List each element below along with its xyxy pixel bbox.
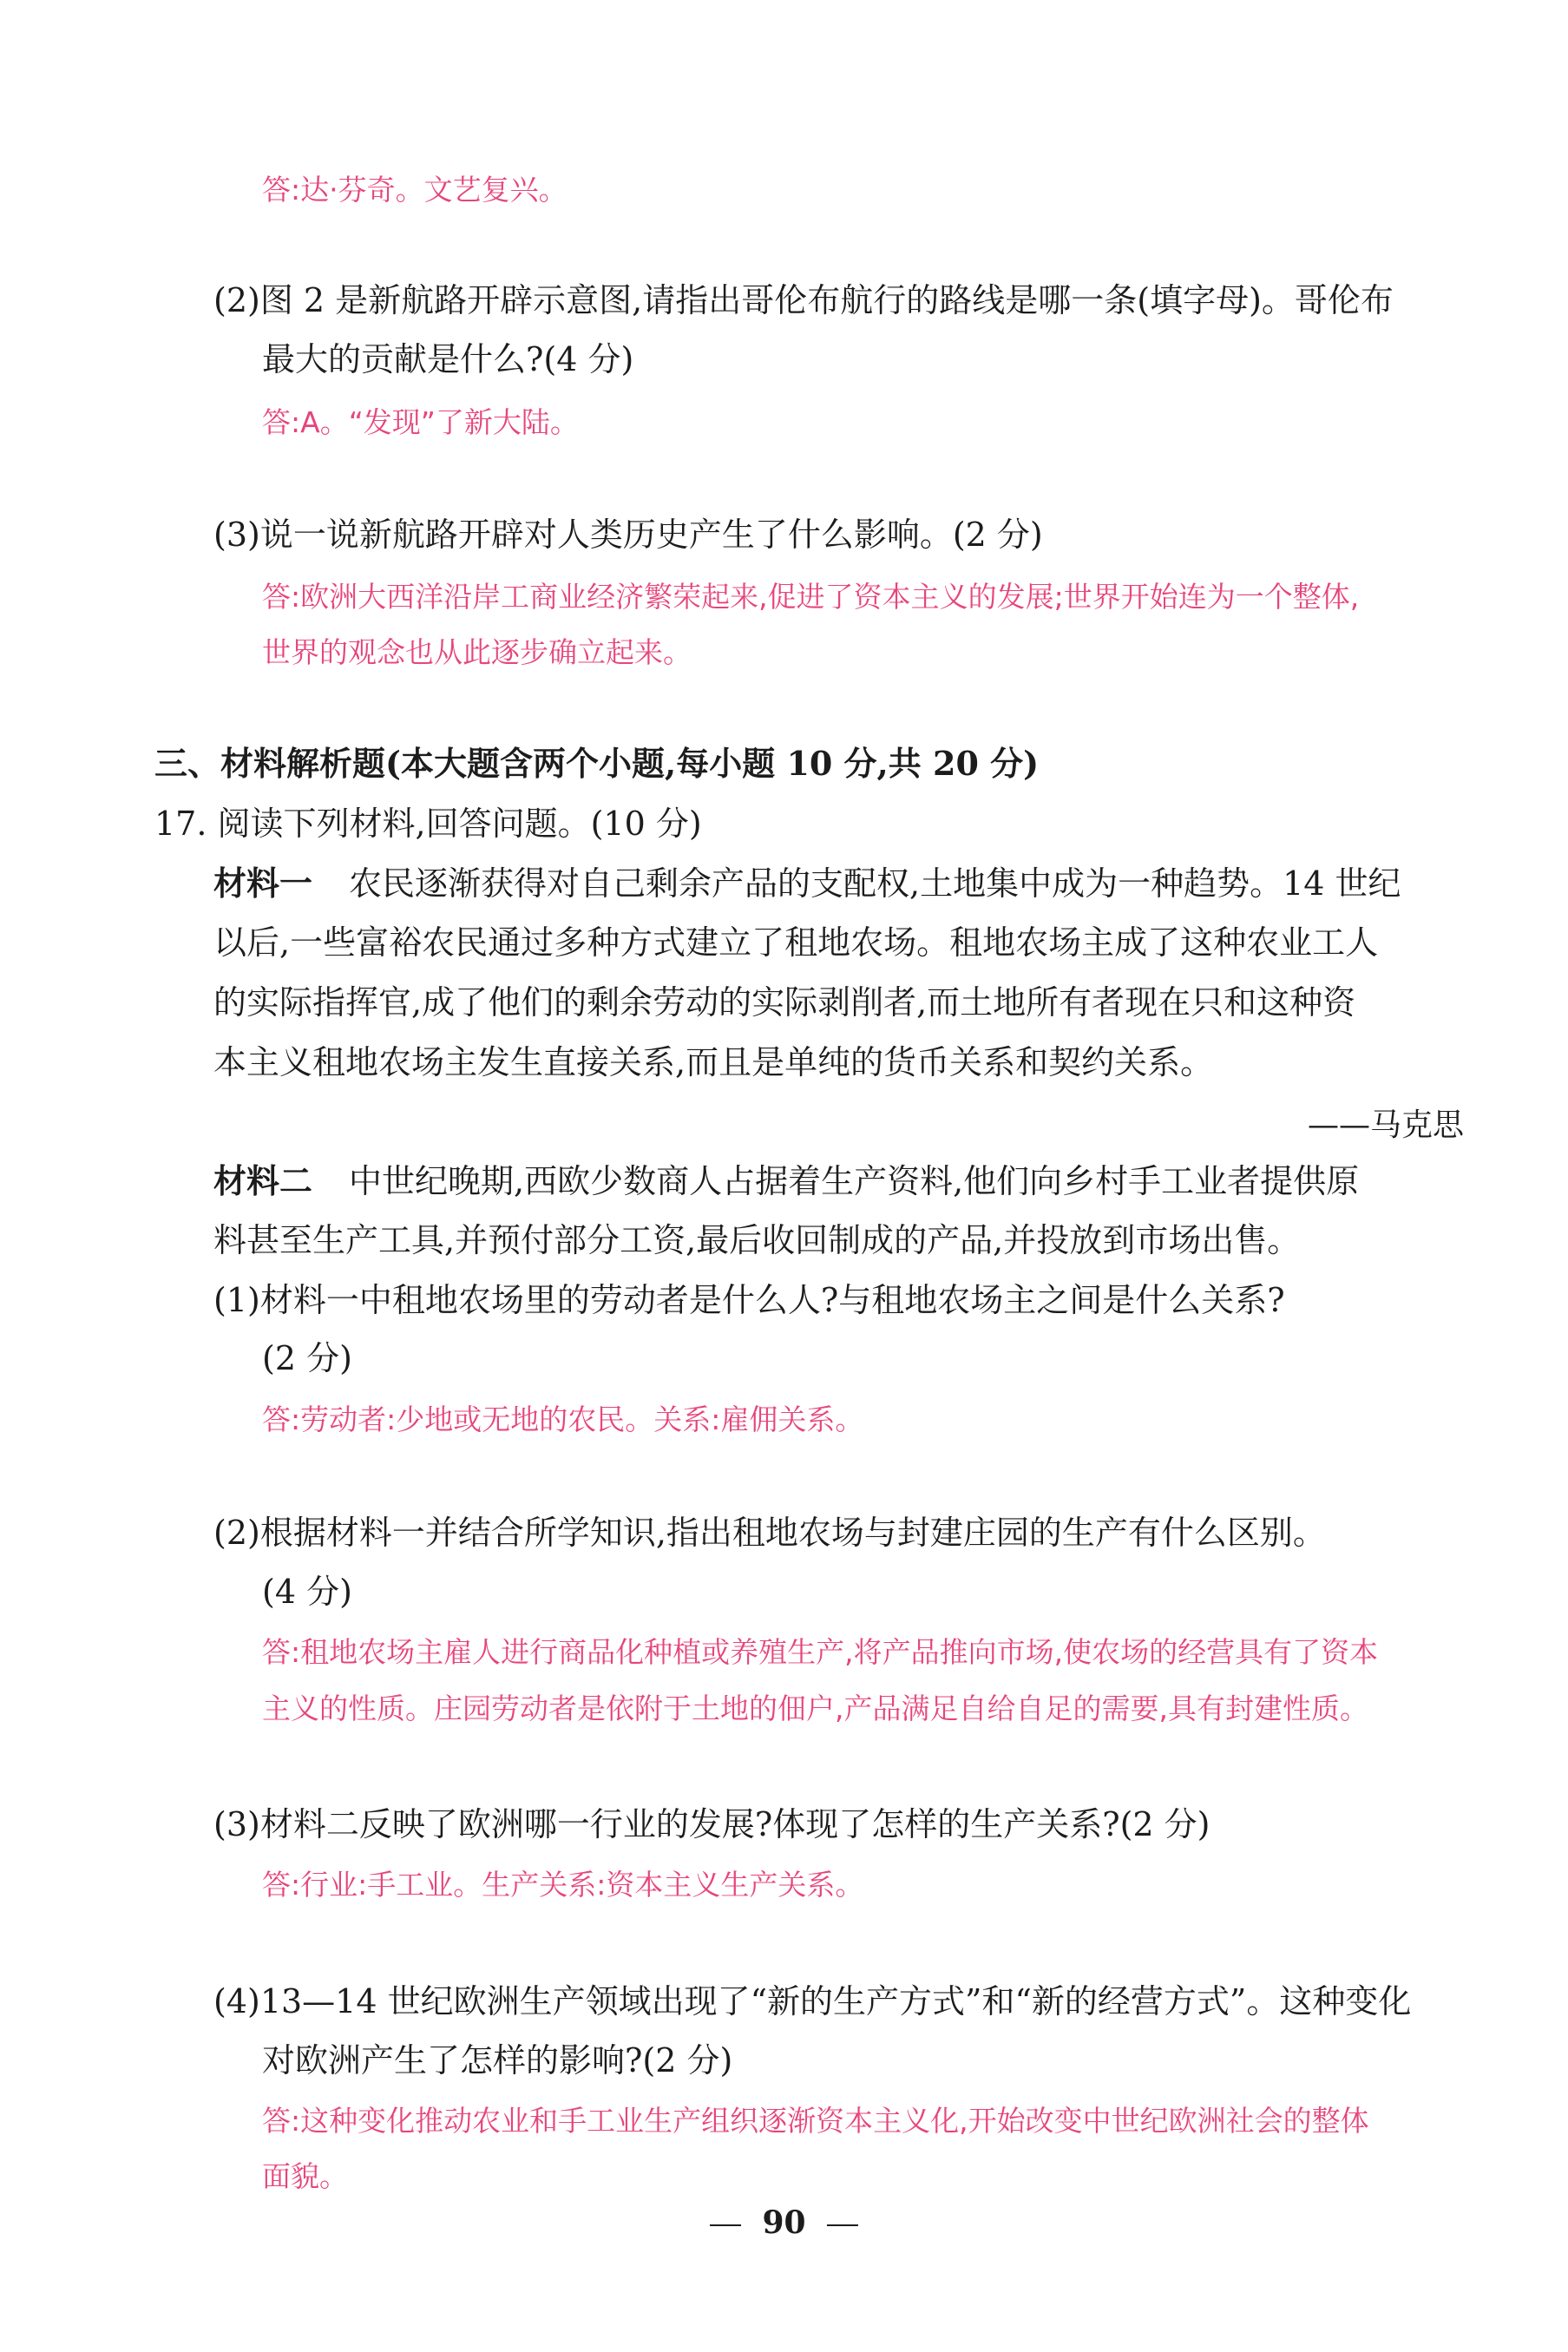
question-17-4-line2: 对欧洲产生了怎样的影响?(2 分) [262,2041,733,2079]
answer-17-2-line1: 答:租地农场主雇人进行商品化种植或养殖生产,将产品推向市场,使农场的经营具有了资本 [262,1635,1379,1669]
answer-17-4-line2: 面貌。 [262,2159,348,2193]
material-2-label: 材料二 [213,1161,313,1200]
answer-17-3: 答:行业:手工业。生产关系:资本主义生产关系。 [262,1868,864,1902]
question-17-1-line2: (2 分) [262,1339,352,1377]
material-1-line2: 以后,一些富裕农民通过多种方式建立了租地农场。租地农场主成了这种农业工人 [213,923,1379,962]
answer-16-3-line2: 世界的观念也从此逐步确立起来。 [262,635,692,669]
material-1-line1: 农民逐渐获得对自己剩余产品的支配权,土地集中成为一种趋势。14 世纪 [349,864,1401,903]
question-16-3: (3)说一说新航路开辟对人类历史产生了什么影响。(2 分) [213,516,1043,554]
footer-dash-right [827,2224,858,2226]
page-number: 90 [762,2204,806,2241]
section-3-heading: 三、材料解析题(本大题含两个小题,每小题 10 分,共 20 分) [154,744,1040,783]
material-1-source: ——马克思 [1307,1107,1464,1143]
question-17-1-line1: (1)材料一中租地农场里的劳动者是什么人?与租地农场主之间是什么关系? [213,1281,1285,1319]
question-17-2-line2: (4 分) [262,1573,352,1611]
material-1-line4: 本主义租地农场主发生直接关系,而且是单纯的货币关系和契约关系。 [213,1043,1214,1081]
question-16-2-line2: 最大的贡献是什么?(4 分) [262,340,634,378]
material-2-line2: 料甚至生产工具,并预付部分工资,最后收回制成的产品,并投放到市场出售。 [213,1221,1301,1259]
page-footer [0,2204,1568,2241]
answer-16-2: 答:A。“发现”了新大陆。 [262,405,579,439]
answer-16-3-line1: 答:欧洲大西洋沿岸工商业经济繁荣起来,促进了资本主义的发展;世界开始连为一个整体, [262,580,1360,614]
answer-17-2-line2: 主义的性质。庄园劳动者是依附于土地的佃户,产品满足自给自足的需要,具有封建性质。 [262,1692,1368,1725]
material-1-label: 材料一 [213,864,313,903]
question-17-2-line1: (2)根据材料一并结合所学知识,指出租地农场与封建庄园的生产有什么区别。 [213,1514,1326,1552]
question-16-2-line1: (2)图 2 是新航路开辟示意图,请指出哥伦布航行的路线是哪一条(填字母)。哥伦布 [213,281,1394,319]
material-2-line1: 中世纪晚期,西欧少数商人占据着生产资料,他们向乡村手工业者提供原 [349,1162,1360,1200]
footer-dash-left [710,2224,741,2226]
material-1-line3: 的实际指挥官,成了他们的剩余劳动的实际剥削者,而土地所有者现在只和这种资 [213,983,1356,1022]
question-17-intro: 17. 阅读下列材料,回答问题。(10 分) [154,805,702,843]
question-17-3: (3)材料二反映了欧洲哪一行业的发展?体现了怎样的生产关系?(2 分) [213,1805,1210,1843]
question-17-4-line1: (4)13—14 世纪欧洲生产领域出现了“新的生产方式”和“新的经营方式”。这种变化 [213,1982,1412,2020]
answer-17-4-line1: 答:这种变化推动农业和手工业生产组织逐渐资本主义化,开始改变中世纪欧洲社会的整体 [262,2104,1369,2138]
answer-17-1: 答:劳动者:少地或无地的农民。关系:雇佣关系。 [262,1403,864,1436]
answer-16-1: 答:达·芬奇。文艺复兴。 [262,173,567,207]
